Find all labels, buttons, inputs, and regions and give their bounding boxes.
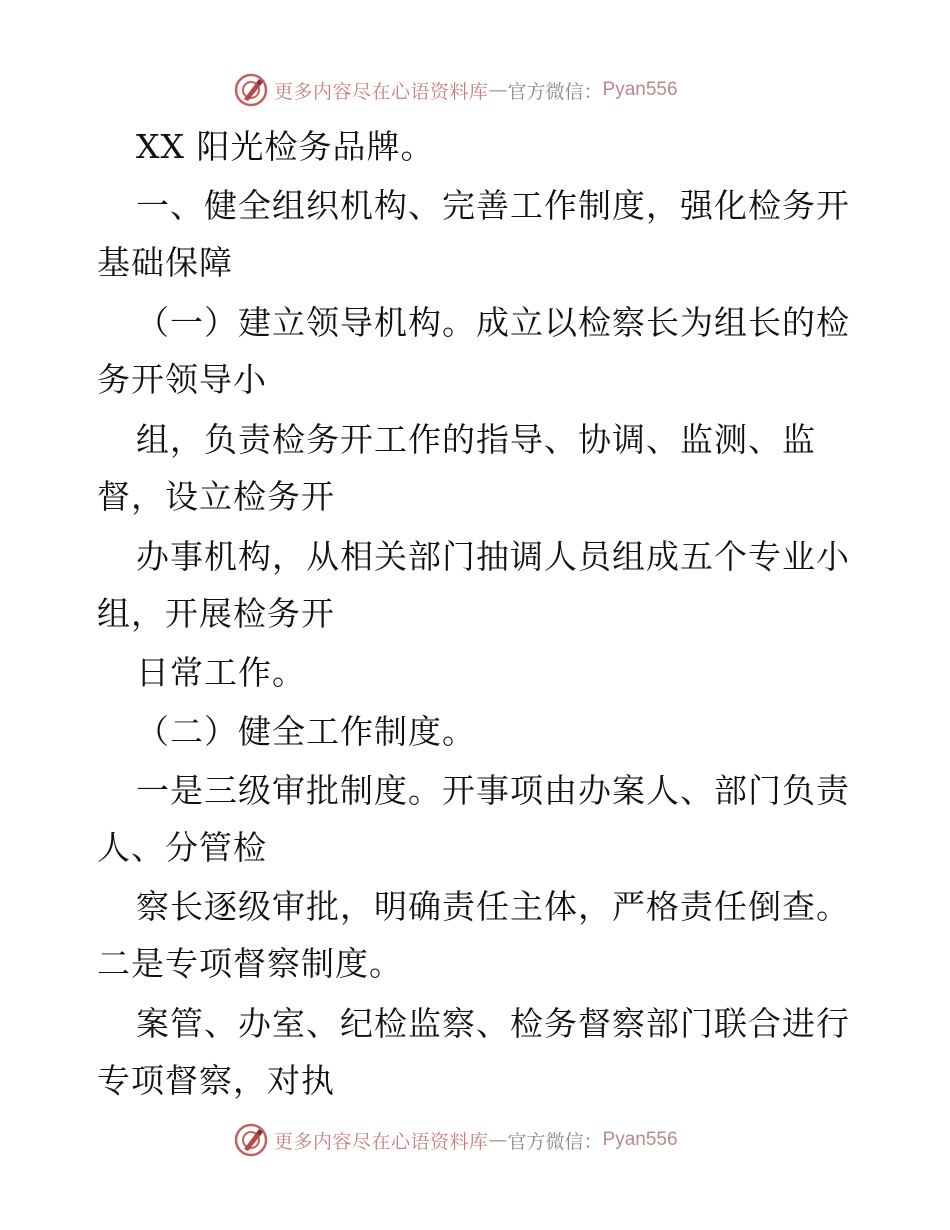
watermark-dash: — (488, 1129, 508, 1151)
body-line: 日常工作。 (136, 653, 306, 692)
watermark-text: 更多内容尽在心语资料库 (274, 80, 489, 103)
body-line: 专项督察，对执 (97, 1061, 335, 1100)
footer-watermark (234, 1123, 678, 1157)
body-line: 察长逐级审批，明确责任主体，严格责任倒查。 (136, 887, 850, 926)
body-line: 组，开展检务开 (97, 594, 335, 633)
body-line: （一）建立领导机构。成立以检察长为组长的检 (136, 303, 850, 342)
watermark-official-label: 官方微信： (507, 1130, 603, 1153)
body-line: 督，设立检务开 (97, 477, 335, 516)
watermark-wechat-id: Pyan556 (602, 1129, 678, 1150)
body-line: 人、分管检 (97, 828, 267, 867)
body-line: （二）健全工作制度。 (136, 712, 476, 751)
watermark-official-label: 官方微信： (507, 80, 603, 103)
watermark-text: 更多内容尽在心语资料库 (274, 1130, 489, 1153)
body-line: 组，负责检务开工作的指导、协调、监测、监 (136, 420, 816, 459)
body-line: 基础保障 (97, 243, 233, 282)
body-line: 务开领导小 (97, 360, 267, 399)
body-line: 一是三级审批制度。开事项由办案人、部门负责 (136, 771, 850, 810)
body-line: 二是专项督察制度。 (97, 944, 403, 983)
body-line: 案管、办室、纪检监察、检务督察部门联合进行 (136, 1004, 850, 1043)
body-line: 办事机构，从相关部门抽调人员组成五个专业小 (136, 537, 850, 576)
body-line: 一、健全组织机构、完善工作制度，强化检务开 (136, 186, 850, 225)
pen-logo-icon (234, 1123, 268, 1157)
body-line: XX 阳光检务品牌。 (136, 127, 435, 166)
watermark-wechat-id: Pyan556 (602, 79, 678, 100)
watermark-dash: — (488, 79, 508, 101)
